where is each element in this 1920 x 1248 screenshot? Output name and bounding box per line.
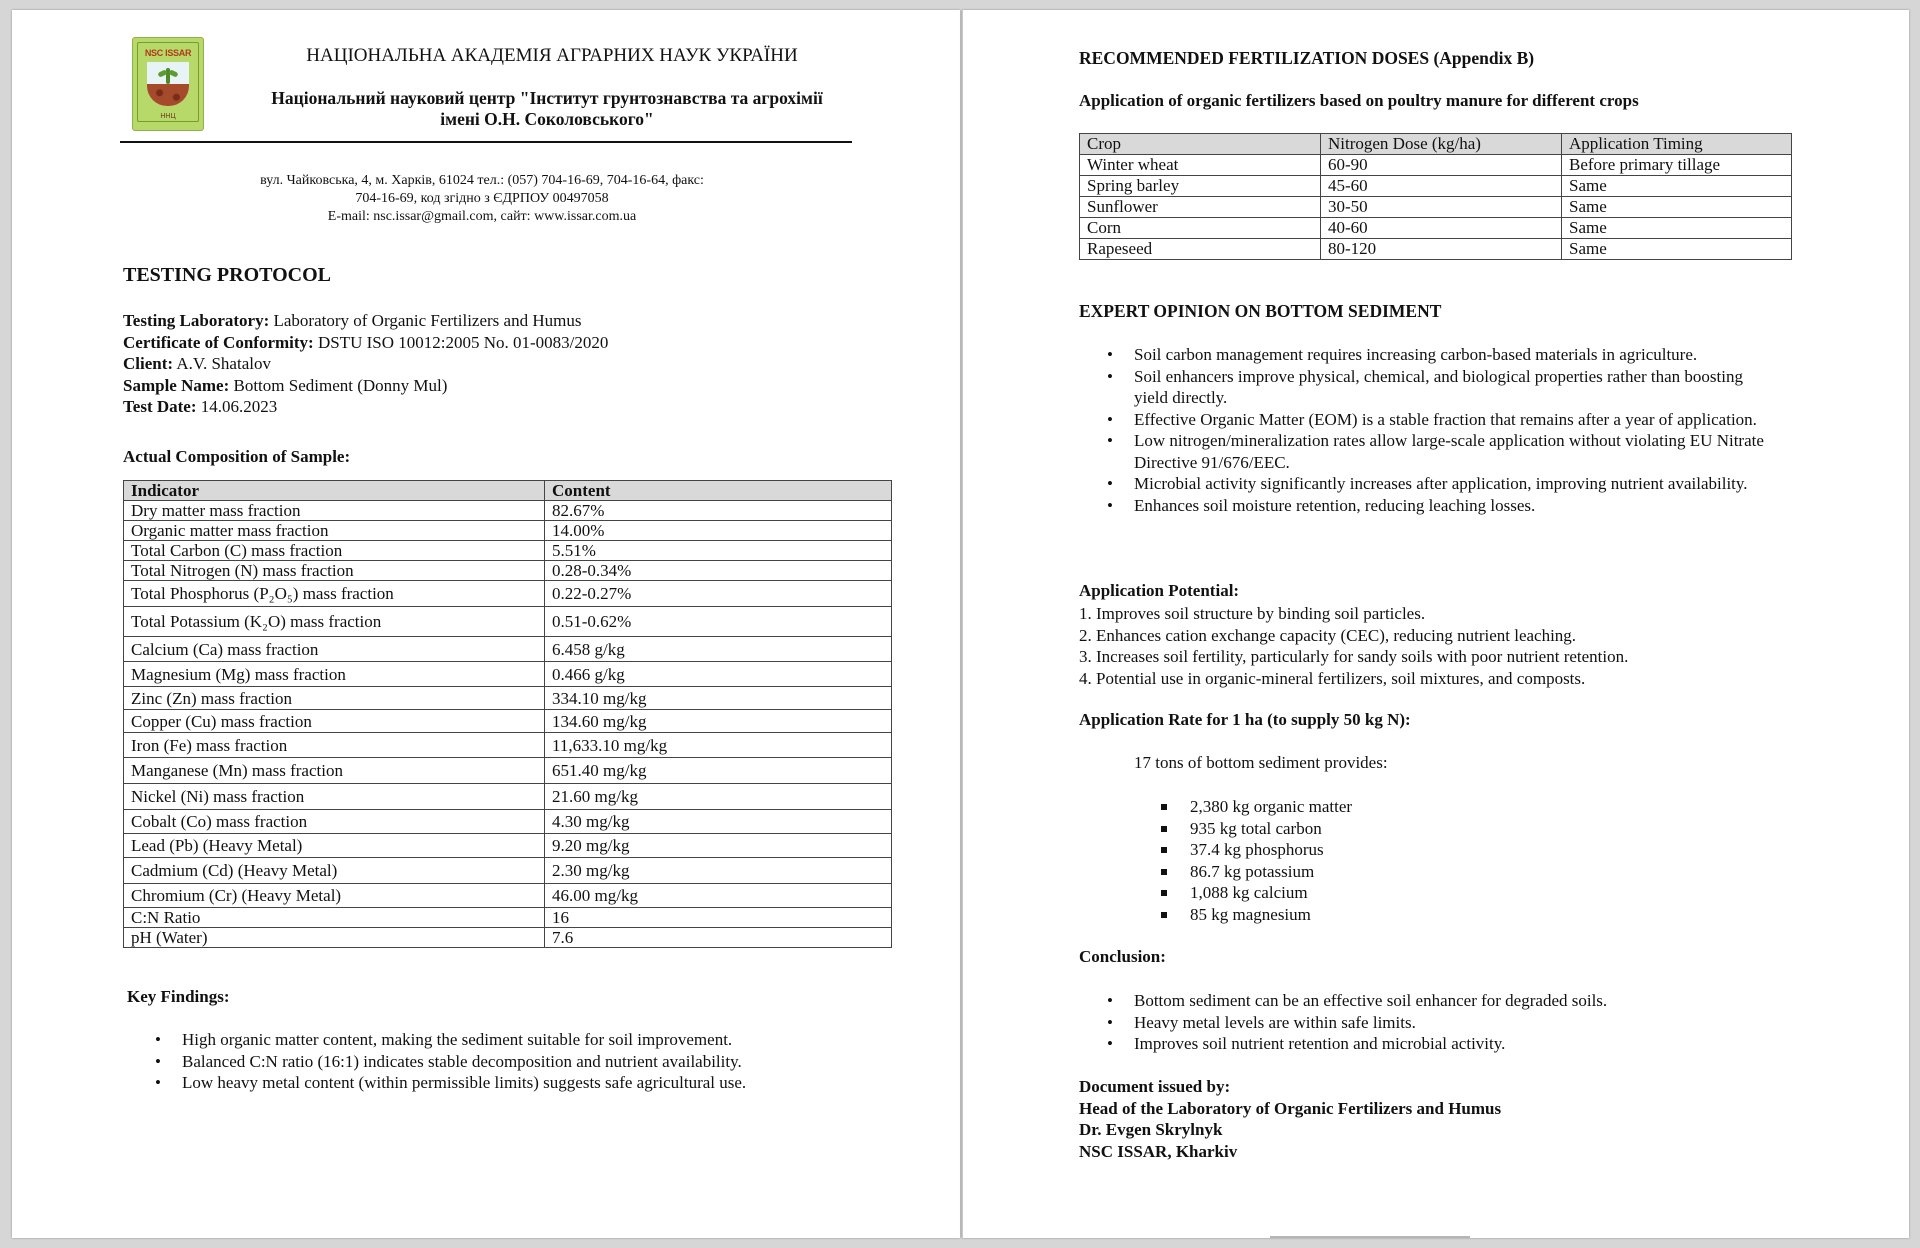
crop-cell: Rapeseed bbox=[1080, 239, 1321, 260]
dose-cell: 80-120 bbox=[1321, 239, 1562, 260]
document-page-left bbox=[12, 10, 960, 1238]
application-rate-title: Application Rate for 1 ha (to supply 50 kg N): bbox=[1079, 710, 1411, 729]
list-item: • Soil enhancers improve physical, chemical, and biological properties rather than boosting yield directly. bbox=[1079, 366, 1779, 409]
application-potential-list bbox=[1079, 603, 1628, 689]
logo-footer: ННЦ bbox=[160, 113, 176, 120]
content-cell: 0.28-0.34% bbox=[545, 561, 892, 581]
composition-table bbox=[123, 480, 892, 948]
composition-title: Actual Composition of Sample: bbox=[123, 447, 351, 466]
doses-subtitle: Application of organic fertilizers based on poultry manure for different crops bbox=[1079, 91, 1639, 110]
application-potential-title: Application Potential: bbox=[1079, 581, 1240, 600]
institution-name bbox=[162, 88, 932, 130]
issued-by-block bbox=[1079, 1076, 1501, 1162]
list-item: 85 kg magnesium bbox=[1079, 904, 1352, 926]
application-rate-list bbox=[1079, 796, 1352, 925]
crop-cell: Spring barley bbox=[1080, 176, 1321, 197]
academy-name: НАЦІОНАЛЬНА АКАДЕМІЯ АГРАРНИХ НАУК УКРАЇНИ bbox=[306, 45, 798, 66]
table-row bbox=[124, 541, 892, 561]
meta-client bbox=[123, 353, 608, 375]
institution-address bbox=[182, 172, 782, 226]
content-cell: 2.30 mg/kg bbox=[545, 858, 892, 884]
column-header: Content bbox=[545, 481, 892, 501]
indicator-cell: Cadmium (Cd) (Heavy Metal) bbox=[124, 858, 545, 884]
doses-title: RECOMMENDED FERTILIZATION DOSES (Appendix B) bbox=[1079, 48, 1535, 68]
indicator-cell: Iron (Fe) mass fraction bbox=[124, 733, 545, 758]
list-item: • Low nitrogen/mineralization rates allow large-scale application without violating EU Nitrate Directive 91/676/EEC. bbox=[1079, 430, 1779, 473]
table-row bbox=[124, 784, 892, 810]
list-item: • Low heavy metal content (within permissible limits) suggests safe agricultural use. bbox=[127, 1072, 887, 1094]
meta-value: DSTU ISO 10012:2005 No. 01-0083/2020 bbox=[313, 332, 609, 352]
indicator-cell: Dry matter mass fraction bbox=[124, 501, 545, 521]
conclusion-list bbox=[1079, 990, 1779, 1055]
conclusion-title: Conclusion: bbox=[1079, 947, 1166, 966]
sprout-icon bbox=[166, 68, 170, 84]
content-cell: 7.6 bbox=[545, 928, 892, 948]
meta-label: Test Date: bbox=[123, 397, 197, 416]
page-scroll-indicator[interactable] bbox=[1270, 1236, 1470, 1238]
indicator-cell: Total Potassium (K₂O) mass fraction bbox=[124, 607, 545, 637]
list-item: 4. Potential use in organic-mineral fertilizers, soil mixtures, and composts. bbox=[1079, 668, 1586, 688]
list-item: 935 kg total carbon bbox=[1079, 818, 1352, 840]
table-row bbox=[1080, 197, 1792, 218]
table-row bbox=[124, 884, 892, 908]
list-item: • Balanced C:N ratio (16:1) indicates stable decomposition and nutrient availability. bbox=[127, 1051, 887, 1073]
list-item: 37.4 kg phosphorus bbox=[1079, 839, 1352, 861]
indicator-cell: Chromium (Cr) (Heavy Metal) bbox=[124, 884, 545, 908]
indicator-cell: Organic matter mass fraction bbox=[124, 521, 545, 541]
meta-label: Sample Name: bbox=[123, 375, 230, 395]
list-item: • Bottom sediment can be an effective soil enhancer for degraded soils. bbox=[1079, 990, 1779, 1012]
key-findings-title: Key Findings: bbox=[127, 987, 230, 1006]
table-row bbox=[124, 561, 892, 581]
table-header-row bbox=[1080, 134, 1792, 155]
indicator-cell: Total Carbon (C) mass fraction bbox=[124, 541, 545, 561]
document-title: TESTING PROTOCOL bbox=[123, 264, 332, 286]
table-row bbox=[124, 710, 892, 733]
content-cell: 651.40 mg/kg bbox=[545, 758, 892, 784]
list-item: • Heavy metal levels are within safe limits. bbox=[1079, 1012, 1779, 1034]
indicator-cell: Copper (Cu) mass fraction bbox=[124, 710, 545, 733]
content-cell: 5.51% bbox=[545, 541, 892, 561]
content-cell: 11,633.10 mg/kg bbox=[545, 733, 892, 758]
content-cell: 6.458 g/kg bbox=[545, 637, 892, 662]
address-line1: вул. Чайковська, 4, м. Харків, 61024 тел.: (057) 704-16-69, 704-16-64, факс: bbox=[260, 173, 704, 188]
content-cell: 21.60 mg/kg bbox=[545, 784, 892, 810]
timing-cell: Before primary tillage bbox=[1562, 155, 1792, 176]
institution-name-line2: імені О.Н. Соколовського" bbox=[440, 109, 654, 129]
table-row bbox=[124, 637, 892, 662]
content-cell: 0.22-0.27% bbox=[545, 581, 892, 607]
column-header: Crop bbox=[1080, 134, 1321, 155]
content-cell: 16 bbox=[545, 908, 892, 928]
list-item: • High organic matter content, making the sediment suitable for soil improvement. bbox=[127, 1029, 887, 1051]
meta-test-date bbox=[123, 396, 608, 418]
content-cell: 0.466 g/kg bbox=[545, 662, 892, 687]
header-divider bbox=[120, 141, 852, 143]
list-item: • Improves soil nutrient retention and microbial activity. bbox=[1079, 1033, 1779, 1055]
list-item: • Effective Organic Matter (EOM) is a stable fraction that remains after a year of application. bbox=[1079, 409, 1779, 431]
meta-value: 14.06.2023 bbox=[196, 397, 278, 416]
table-row bbox=[1080, 218, 1792, 239]
indicator-cell: Calcium (Ca) mass fraction bbox=[124, 637, 545, 662]
table-row bbox=[124, 607, 892, 637]
list-item: 3. Increases soil fertility, particularly for sandy soils with poor nutrient retention. bbox=[1079, 647, 1629, 666]
issued-by-label: Document issued by: bbox=[1079, 1077, 1231, 1096]
dose-cell: 30-50 bbox=[1321, 197, 1562, 218]
meta-label: Certificate of Conformity: bbox=[123, 332, 314, 352]
column-header: Application Timing bbox=[1562, 134, 1792, 155]
dose-cell: 45-60 bbox=[1321, 176, 1562, 197]
table-row bbox=[124, 662, 892, 687]
table-row bbox=[124, 733, 892, 758]
expert-opinion-title: EXPERT OPINION ON BOTTOM SEDIMENT bbox=[1079, 301, 1442, 321]
list-item: • Soil carbon management requires increasing carbon-based materials in agriculture. bbox=[1079, 344, 1779, 366]
meta-label: Testing Laboratory: bbox=[123, 311, 270, 330]
crop-cell: Winter wheat bbox=[1080, 155, 1321, 176]
meta-sample-name bbox=[123, 375, 608, 397]
table-row bbox=[1080, 176, 1792, 197]
expert-opinion-list bbox=[1079, 344, 1779, 516]
table-row bbox=[1080, 239, 1792, 260]
logo-label: NSC ISSAR bbox=[144, 48, 192, 58]
timing-cell: Same bbox=[1562, 197, 1792, 218]
table-row bbox=[1080, 155, 1792, 176]
table-row bbox=[124, 908, 892, 928]
meta-testing-laboratory bbox=[123, 310, 608, 332]
indicator-cell: Magnesium (Mg) mass fraction bbox=[124, 662, 545, 687]
table-row bbox=[124, 834, 892, 858]
indicator-cell: C:N Ratio bbox=[124, 908, 545, 928]
contact-line: E-mail: nsc.issar@gmail.com, сайт: www.issar.com.ua bbox=[327, 209, 637, 224]
issuer-position: Head of the Laboratory of Organic Fertilizers and Humus bbox=[1079, 1098, 1502, 1118]
indicator-cell: pH (Water) bbox=[124, 928, 545, 948]
table-row bbox=[124, 928, 892, 948]
indicator-cell: Total Nitrogen (N) mass fraction bbox=[124, 561, 545, 581]
indicator-cell: Cobalt (Co) mass fraction bbox=[124, 810, 545, 834]
column-header: Indicator bbox=[124, 481, 545, 501]
content-cell: 9.20 mg/kg bbox=[545, 834, 892, 858]
list-item: • Enhances soil moisture retention, reducing leaching losses. bbox=[1079, 495, 1779, 517]
timing-cell: Same bbox=[1562, 239, 1792, 260]
table-row bbox=[124, 501, 892, 521]
table-row bbox=[124, 687, 892, 710]
indicator-cell: Manganese (Mn) mass fraction bbox=[124, 758, 545, 784]
column-header: Nitrogen Dose (kg/ha) bbox=[1321, 134, 1562, 155]
list-item: 2,380 kg organic matter bbox=[1079, 796, 1352, 818]
document-page-right bbox=[962, 10, 1909, 1238]
indicator-cell: Zinc (Zn) mass fraction bbox=[124, 687, 545, 710]
crop-cell: Corn bbox=[1080, 218, 1321, 239]
content-cell: 46.00 mg/kg bbox=[545, 884, 892, 908]
protocol-meta bbox=[123, 310, 608, 418]
table-row bbox=[124, 758, 892, 784]
indicator-cell: Lead (Pb) (Heavy Metal) bbox=[124, 834, 545, 858]
table-row bbox=[124, 581, 892, 607]
content-cell: 0.51-0.62% bbox=[545, 607, 892, 637]
timing-cell: Same bbox=[1562, 176, 1792, 197]
list-item: 2. Enhances cation exchange capacity (CEC), reducing nutrient leaching. bbox=[1079, 625, 1577, 645]
indicator-cell: Nickel (Ni) mass fraction bbox=[124, 784, 545, 810]
list-item: • Microbial activity significantly increases after application, improving nutrient availability. bbox=[1079, 473, 1779, 495]
crop-cell: Sunflower bbox=[1080, 197, 1321, 218]
issuer-name: Dr. Evgen Skrylnyk bbox=[1079, 1120, 1223, 1139]
table-row bbox=[124, 858, 892, 884]
meta-value: A.V. Shatalov bbox=[173, 354, 271, 373]
table-header-row bbox=[124, 481, 892, 501]
list-item: 1,088 kg calcium bbox=[1079, 882, 1352, 904]
content-cell: 334.10 mg/kg bbox=[545, 687, 892, 710]
table-row bbox=[124, 810, 892, 834]
issuer-organization: NSC ISSAR, Kharkiv bbox=[1079, 1141, 1238, 1161]
dose-cell: 60-90 bbox=[1321, 155, 1562, 176]
timing-cell: Same bbox=[1562, 218, 1792, 239]
content-cell: 134.60 mg/kg bbox=[545, 710, 892, 733]
application-rate-intro: 17 tons of bottom sediment provides: bbox=[1134, 753, 1388, 772]
table-row bbox=[124, 521, 892, 541]
institution-name-line1: Національний науковий центр "Інститут грунтознавства та агрохімії bbox=[271, 88, 823, 108]
dose-cell: 40-60 bbox=[1321, 218, 1562, 239]
content-cell: 14.00% bbox=[545, 521, 892, 541]
address-line2: 704-16-69, код згідно з ЄДРПОУ 00497058 bbox=[355, 191, 609, 206]
content-cell: 4.30 mg/kg bbox=[545, 810, 892, 834]
content-cell: 82.67% bbox=[545, 501, 892, 521]
meta-value: Bottom Sediment (Donny Mul) bbox=[229, 375, 448, 395]
indicator-cell: Total Phosphorus (P₂O₅) mass fraction bbox=[124, 581, 545, 607]
key-findings-list bbox=[127, 1029, 887, 1094]
crop-dose-table bbox=[1079, 133, 1792, 260]
meta-label: Client: bbox=[123, 354, 174, 373]
list-item: 1. Improves soil structure by binding soil particles. bbox=[1079, 604, 1426, 623]
meta-value: Laboratory of Organic Fertilizers and Humus bbox=[269, 311, 582, 330]
list-item: 86.7 kg potassium bbox=[1079, 861, 1352, 883]
meta-certificate bbox=[123, 332, 608, 354]
